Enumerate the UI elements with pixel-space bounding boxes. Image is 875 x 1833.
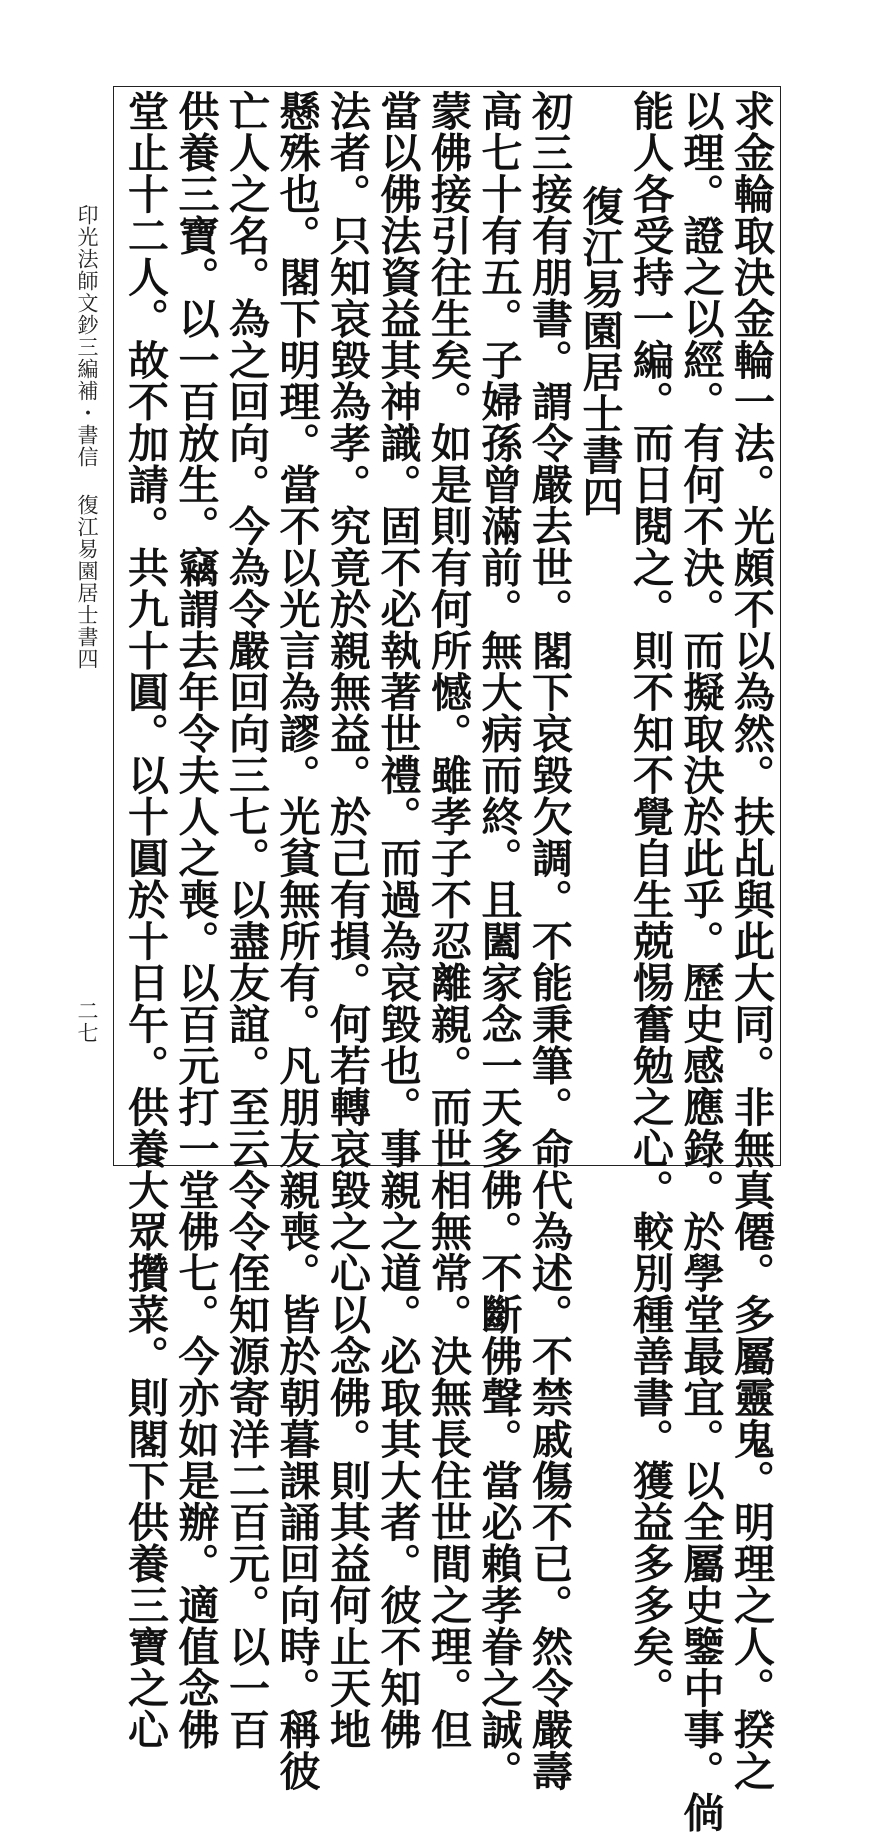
- text-column: 求金輪取決金輪一法。光頗不以為然。扶乩與此大同。非無真僊。多屬靈鬼。明理之人。揆之: [727, 90, 775, 1792]
- page-number: 二七: [75, 1000, 99, 1044]
- text-column: 堂止十二人。故不加請。共九十圓。以十圓於十日午。供養大眾攢菜。則閣下供養三寶之心: [121, 90, 169, 1750]
- text-column: 高七十有五。子婦孫曾滿前。無大病而終。且闔家念一天多佛。不斷佛聲。當必賴孝眷之誠。: [474, 90, 523, 1792]
- text-column: 蒙佛接引往生矣。如是則有何所憾。雖孝子不忍離親。而世相無常。決無長住世間之理。但: [424, 90, 472, 1750]
- side-margin: [67, 204, 107, 1164]
- body-text: [118, 90, 776, 1833]
- text-column: 亡人之名。為之回向。今為令嚴回向三七。以盡友誼。至云令令侄知源寄洋二百元。以一百: [222, 90, 270, 1750]
- text-column: 懸殊也。閣下明理。當不以光言為謬。光貧無所有。凡朋友親喪。皆於朝暮課誦回向時。稱彼: [272, 90, 321, 1792]
- text-column: 供養三寶。以一百放生。竊謂去年令夫人之喪。以百元打一堂佛七。今亦如是辦。適值念佛: [171, 90, 220, 1750]
- text-column: 當以佛法資益其神識。固不必執著世禮。而過為哀毀也。事親之道。必取其大者。彼不知佛: [373, 90, 422, 1750]
- text-column: 法者。只知哀毀為孝。究竟於親無益。於己有損。何若轉哀毀之心以念佛。則其益何止天地: [323, 90, 371, 1750]
- text-column: 以理。證之以經。有何不決。而擬取決於此乎。歷史感應錄。於學堂最宜。以全屬史鑒中事。倘: [676, 90, 725, 1833]
- text-column: 初三接有朋書。謂令嚴去世。閣下哀毀欠調。不能秉筆。命代為述。不禁戚傷不已。然令嚴壽: [525, 90, 573, 1792]
- letter-title: 復江易園居士書四: [575, 185, 624, 517]
- page-number-wrap: [67, 1000, 107, 1044]
- text-column: 能人各受持一編。而日閱之。則不知不覺自生兢惕奮勉之心。較別種善書。獲益多多矣。: [626, 90, 674, 1709]
- book-title: 印光法師文鈔三編補・書信: [75, 204, 99, 468]
- section-title: 復江易園居士書四: [75, 494, 99, 670]
